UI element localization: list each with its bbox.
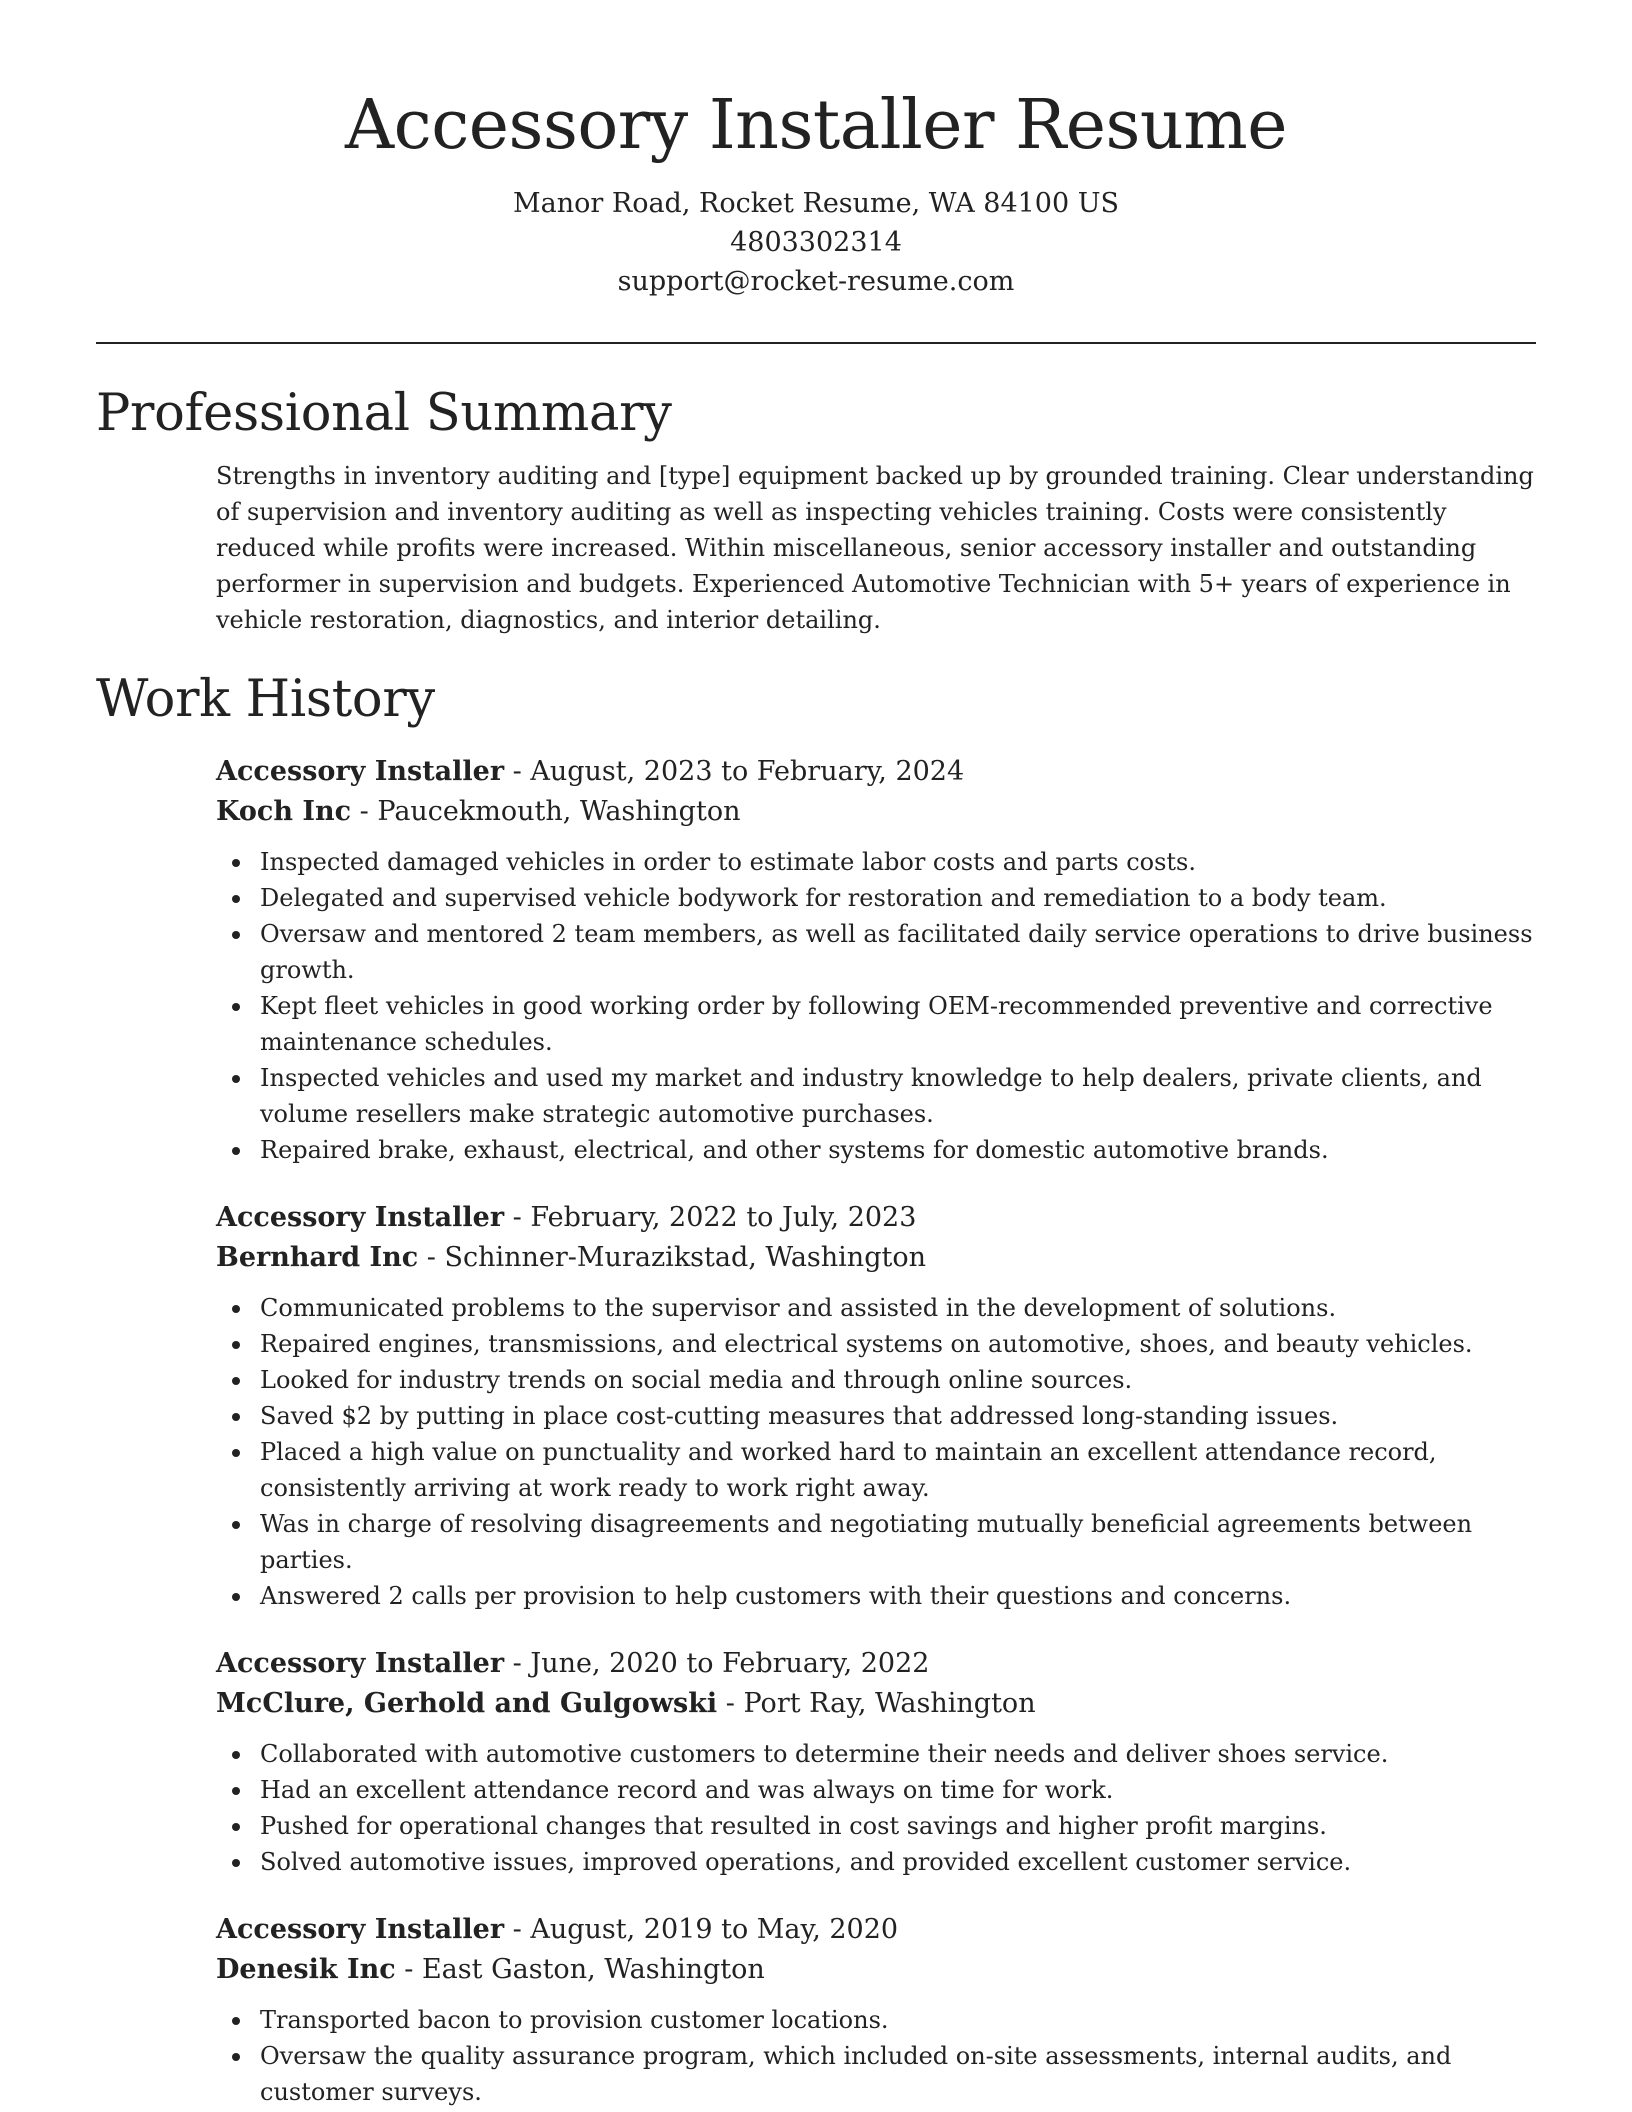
summary-text: Strengths in inventory auditing and [type] equipment backed up by grounded training. Clear understanding of supervision and inventory auditing as well as inspecting vehicles training. Costs were consistently reduced while profits were increased. Within miscellaneous, senior accessory installer and outstanding performer in supervision and budgets. Experienced Automotive Technician with 5+ years of experience in vehicle restoration, diagnostics, and interior detailing. [216,462,1534,634]
separator: - [504,1914,531,1945]
job-title: Accessory Installer [216,1202,505,1233]
job-company: Denesik Inc [216,1954,396,1985]
job-title: Accessory Installer [216,1648,505,1679]
job-bullet: Had an excellent attendance record and was always on time for work. [260,1772,1536,1808]
job-title-line [216,1198,1536,1238]
job-title: Accessory Installer [216,756,505,787]
job-dates: February, 2022 to July, 2023 [530,1202,917,1233]
job-bullet: Placed a high value on punctuality and worked hard to maintain an excellent attendance record, consistently arriving at work ready to work right away. [260,1434,1536,1506]
job-bullet: Kept fleet vehicles in good working order by following OEM-recommended preventive and corrective maintenance schedules. [260,988,1536,1060]
job-bullet: Looked for industry trends on social media and through online sources. [260,1362,1536,1398]
job-bullet: Delegated and supervised vehicle bodywork for restoration and remediation to a body team. [260,880,1536,916]
job-entry [216,1910,1536,2110]
job-bullet: Was in charge of resolving disagreements and negotiating mutually beneficial agreements between parties. [260,1506,1536,1578]
job-bullet: Repaired engines, transmissions, and electrical systems on automotive, shoes, and beauty vehicles. [260,1326,1536,1362]
separator: - [351,796,378,827]
job-entry [216,1644,1536,1880]
job-entry [216,1198,1536,1614]
job-bullet-list [216,1290,1536,1614]
separator: - [504,756,531,787]
job-location: Paucekmouth, Washington [377,796,741,827]
separator: - [717,1688,744,1719]
job-bullet: Communicated problems to the supervisor and assisted in the development of solutions. [260,1290,1536,1326]
separator: - [504,1648,531,1679]
job-title: Accessory Installer [216,1914,505,1945]
job-bullet: Saved $2 by putting in place cost-cutting measures that addressed long-standing issues. [260,1398,1536,1434]
job-title-line [216,752,1536,792]
job-bullet: Answered 2 calls per provision to help customers with their questions and concerns. [260,1578,1536,1614]
job-company: Koch Inc [216,796,352,827]
job-bullet: Collaborated with automotive customers to determine their needs and deliver shoes service. [260,1736,1536,1772]
job-bullet-list [216,1736,1536,1880]
job-bullet: Transported bacon to provision customer locations. [260,2002,1536,2038]
job-bullet: Inspected damaged vehicles in order to estimate labor costs and parts costs. [260,844,1536,880]
job-company-line [216,1950,1536,1990]
job-bullet: Pushed for operational changes that resulted in cost savings and higher profit margins. [260,1808,1536,1844]
job-company-line [216,1238,1536,1278]
contact-email: support@rocket-resume.com [617,266,1015,297]
separator: - [504,1202,531,1233]
work-history-heading: Work History [96,670,435,729]
job-company-line [216,1684,1536,1724]
job-bullet-list [216,844,1536,1168]
job-bullet: Oversaw and mentored 2 team members, as well as facilitated daily service operations to drive business growth. [260,916,1536,988]
job-dates: August, 2019 to May, 2020 [530,1914,899,1945]
job-dates: June, 2020 to February, 2022 [530,1648,930,1679]
job-location: Port Ray, Washington [743,1688,1036,1719]
header-divider [96,342,1536,344]
job-location: Schinner-Murazikstad, Washington [444,1242,926,1273]
summary-heading: Professional Summary [96,384,672,443]
job-bullet-list [216,2002,1536,2110]
separator: - [395,1954,422,1985]
job-company: Bernhard Inc [216,1242,419,1273]
job-location: East Gaston, Washington [421,1954,765,1985]
contact-address: Manor Road, Rocket Resume, WA 84100 US [513,188,1119,219]
job-title-line [216,1644,1536,1684]
contact-info [0,184,1632,301]
job-bullet: Oversaw the quality assurance program, which included on-site assessments, internal audits, and customer surveys. [260,2038,1536,2110]
job-company: McClure, Gerhold and Gulgowski [216,1688,718,1719]
job-entry [216,752,1536,1168]
job-bullet: Solved automotive issues, improved operations, and provided excellent customer service. [260,1844,1536,1880]
page-title: Accessory Installer Resume [345,86,1287,165]
job-dates: August, 2023 to February, 2024 [530,756,965,787]
resume-header [0,76,1632,301]
job-title-line [216,1910,1536,1950]
job-bullet: Repaired brake, exhaust, electrical, and other systems for domestic automotive brands. [260,1132,1536,1168]
resume-content [96,376,1536,2110]
contact-phone: 4803302314 [730,227,902,258]
job-company-line [216,792,1536,832]
separator: - [418,1242,445,1273]
job-bullet: Inspected vehicles and used my market and industry knowledge to help dealers, private clients, and volume resellers make strategic automotive purchases. [260,1060,1536,1132]
